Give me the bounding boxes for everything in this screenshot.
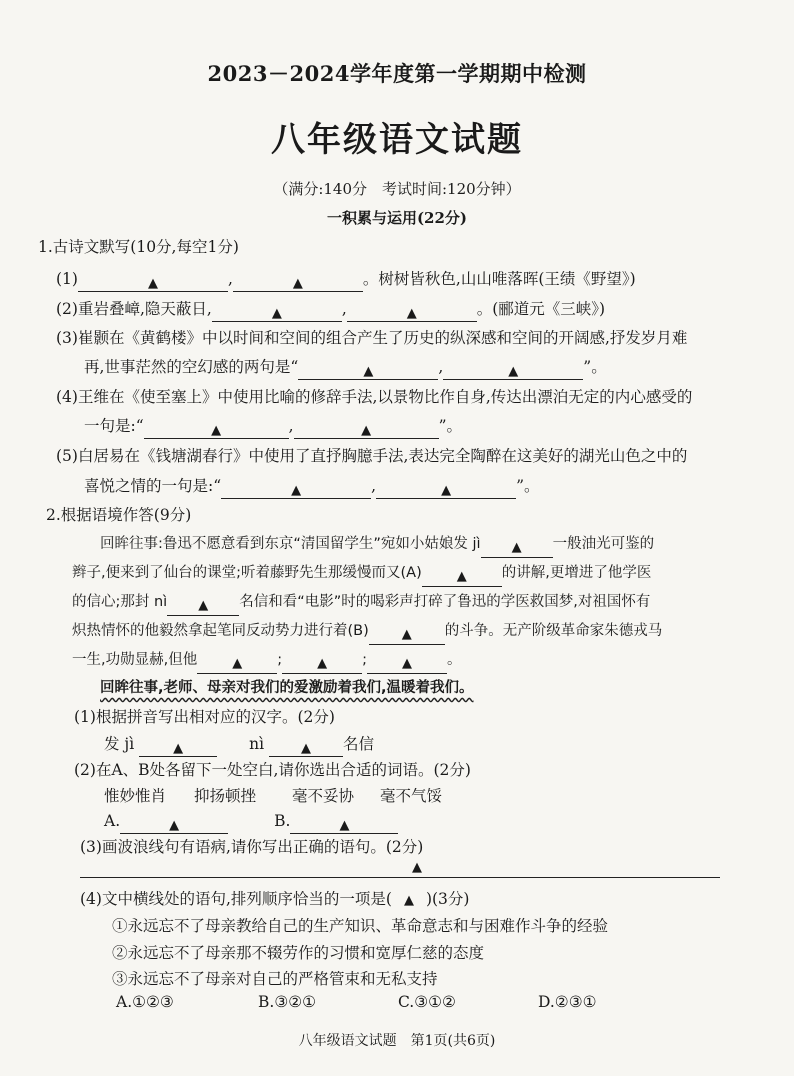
paper-title: 八年级语文试题 <box>271 120 523 160</box>
word-options: 惟妙惟肖 抑扬顿挫 毫不妥协 毫不气馁 <box>104 787 443 805</box>
section-heading: 一积累与运用(22分) <box>326 209 468 227</box>
sub-question-3: (3)画波浪线句有语病,请你写出正确的语句。(2分) <box>80 838 424 856</box>
page-footer: 八年级语文试题 第1页(共6页) <box>298 1033 496 1049</box>
term-title: 2023－2024学年度第一学期期中检测 <box>207 61 587 86</box>
sub-question-2-answers: A. ▲ B. ▲ <box>104 812 398 834</box>
answer-blank[interactable]: ▲ <box>78 273 228 292</box>
sub-question-1-answers: 发 jì ▲ nì ▲ 名信 <box>104 735 375 756</box>
q1-item-1: (1) ▲ , ▲ 。树树皆秋色,山山唯落晖(王绩《野望》) <box>56 270 636 291</box>
answer-blank[interactable]: ▲ <box>167 597 239 616</box>
answer-blank[interactable]: ▲ <box>481 539 553 558</box>
sentence-option-3: ③永远忘不了母亲对自己的严格管束和无私支持 <box>112 970 438 988</box>
exam-meta: （满分:140分 考试时间:120分钟） <box>273 180 521 198</box>
q1-item-5-line1: (5)白居易在《钱塘湖春行》中使用了直抒胸臆手法,表达完全陶醉在这美好的湖光山色之中的 <box>56 447 688 465</box>
passage-line-2: 辫子,便来到了仙台的课堂;听着藤野先生那缓慢而又(A) ▲ 的讲解,更增进了他学医 <box>72 561 651 587</box>
answer-blank[interactable]: ▲ <box>197 655 277 674</box>
passage-wavy-sentence: 回眸往事,老师、母亲对我们的爱激励着我们,温暖着我们。 <box>100 680 474 696</box>
sub-question-2: (2)在A、B处各留下一处空白,请你选出合适的词语。(2分) <box>74 761 471 779</box>
answer-blank[interactable]: ▲ <box>422 568 502 587</box>
sub-question-1: (1)根据拼音写出相对应的汉字。(2分) <box>74 708 335 726</box>
q1-item-3-line1: (3)崔颢在《黄鹤楼》中以时间和空间的组合产生了历史的纵深感和空间的开阔感,抒发岁月难 <box>56 329 688 347</box>
answer-blank[interactable]: ▲ <box>369 626 445 645</box>
answer-blank[interactable]: ▲ <box>347 303 477 322</box>
choice-d[interactable]: D.②③① <box>538 993 597 1011</box>
passage-line-3: 的信心;那封 nì ▲ 名信和看“电影”时的喝彩声打碎了鲁迅的学医救国梦,对祖国怀有 <box>72 590 650 616</box>
q1-item-3-line2: 再,世事茫然的空幻感的两句是“ ▲ , ▲ ”。 <box>84 358 607 379</box>
q1-item-5-line2: 喜悦之情的一句是:“ ▲ , ▲ ”。 <box>84 477 540 498</box>
answer-blank[interactable]: ▲ <box>144 420 289 439</box>
answer-blank[interactable]: ▲ <box>282 655 362 674</box>
sentence-option-1: ①永远忘不了母亲教给自己的生产知识、革命意志和与困难作斗争的经验 <box>112 917 609 935</box>
choice-a[interactable]: A.①②③ <box>116 993 174 1011</box>
q1-item-4-line2: 一句是:“ ▲ , ▲ ”。 <box>84 417 463 438</box>
answer-blank[interactable]: ▲ <box>290 815 398 834</box>
answer-blank[interactable]: ▲ <box>212 303 342 322</box>
passage-line-1: 回眸往事:鲁迅不愿意看到东京“清国留学生”宛如小姑娘发 jì ▲ 一般油光可鉴的 <box>100 532 654 558</box>
answer-line[interactable] <box>80 877 720 878</box>
answer-blank[interactable]: ▲ <box>139 738 217 757</box>
sub-question-4: (4)文中横线处的语句,排列顺序恰当的一项是( ▲ )(3分) <box>80 890 470 908</box>
answer-line-marker: ▲ <box>412 860 422 875</box>
answer-blank[interactable]: ▲ <box>298 361 438 380</box>
answer-blank[interactable]: ▲ <box>376 480 516 499</box>
answer-blank[interactable]: ▲ <box>269 738 343 757</box>
answer-blank[interactable]: ▲ <box>294 420 439 439</box>
q1-item-2: (2)重岩叠嶂,隐天蔽日, ▲ , ▲ 。(郦道元《三峡》) <box>56 300 606 321</box>
answer-blank[interactable]: ▲ <box>233 273 363 292</box>
passage-line-4: 炽热情怀的他毅然拿起笔同反动势力进行着(B) ▲ 的斗争。无产阶级革命家朱德戎马 <box>72 619 662 645</box>
answer-blank[interactable]: ▲ <box>120 815 228 834</box>
passage-line-5: 一生,功勋显赫,但他 ▲ ; ▲ ; ▲ 。 <box>72 648 462 674</box>
answer-blank[interactable]: ▲ <box>221 480 371 499</box>
choice-b[interactable]: B.③②① <box>258 993 317 1011</box>
q1-stem: 1.古诗文默写(10分,每空1分) <box>38 238 239 256</box>
q2-stem: 2.根据语境作答(9分) <box>46 506 192 524</box>
choice-c[interactable]: C.③①② <box>398 993 456 1011</box>
sentence-option-2: ②永远忘不了母亲那不辍劳作的习惯和宽厚仁慈的态度 <box>112 944 485 962</box>
answer-blank[interactable]: ▲ <box>443 361 583 380</box>
answer-blank[interactable]: ▲ <box>403 893 414 908</box>
q1-item-4-line1: (4)王维在《使至塞上》中使用比喻的修辞手法,以景物比作自身,传达出漂泊无定的内心感受的 <box>56 388 693 406</box>
answer-blank[interactable]: ▲ <box>367 655 447 674</box>
